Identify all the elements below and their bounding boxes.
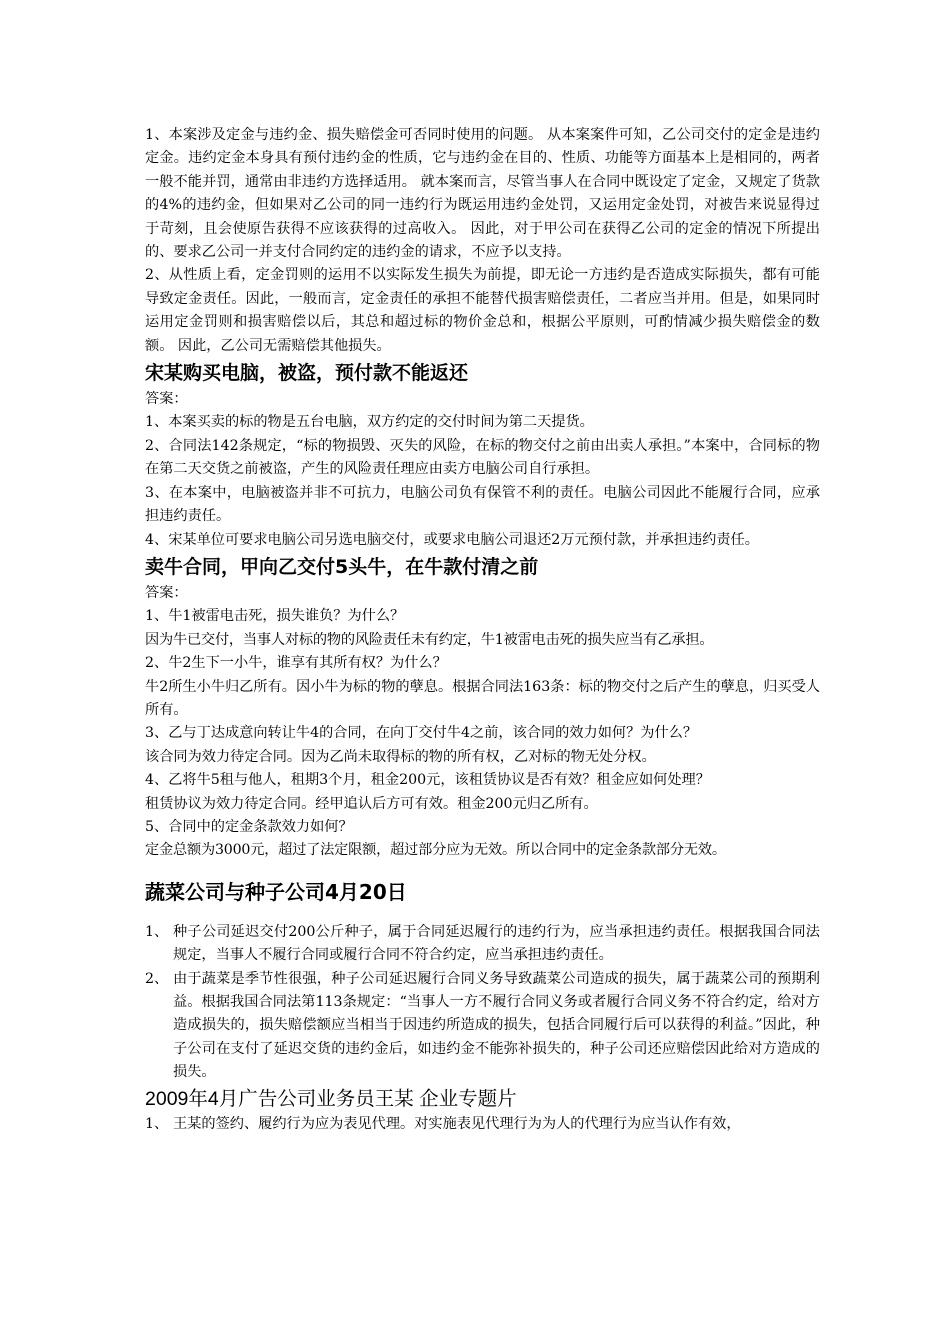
document-page: [145, 124, 820, 1136]
answer-text: 租赁协议为效力待定合同。经甲追认后方可有效。租金200元归乙所有。: [145, 795, 598, 812]
section-heading: 蔬菜公司与种子公司4月20日: [145, 879, 407, 904]
item-number: 1、: [145, 923, 169, 940]
numbered-item: [145, 968, 820, 1085]
section-heading: 卖牛合同，甲向乙交付5头牛，在牛款付清之前: [145, 555, 539, 578]
answer-item: 3、在本案中，电脑被盗并非不可抗力，电脑公司负有保管不利的责任。电脑公司因此不能履行合同，应承担违约责任。: [145, 484, 820, 525]
paragraph: 1、本案涉及定金与违约金、损失赔偿金可否同时使用的问题。 从本案案件可知，乙公司交付的定金是违约定金。违约定金本身具有预付违约金的性质，它与违约金在目的、性质、功能等方面基本上是相同的，两者一般不能并罚，通常由非违约方选择适用。 就本案而言，尽管当事人在合同中既设定了定金，又规定了货款的4%的违约金，但如果对乙公司的同一违约行为既运用违约金处罚，又运用定金处罚，对被告来说显得过于苛刻，且会使原告获得不应该获得的过高收入。 因此，对于甲公司在获得乙公司的定金的情况下所提出的、要求乙公司一并支付合同约定的违约金的请求，不应予以支持。: [145, 127, 820, 261]
numbered-item: [145, 921, 820, 968]
answer-item: 4、宋某单位可要求电脑公司另选电脑交付，或要求电脑公司退还2万元预付款，并承担违约责任。: [145, 531, 759, 548]
answer-item: 2、合同法142条规定，“标的物损毁、灭失的风险，在标的物交付之前由出卖人承担。”本案中，合同标的物在第二天交货之前被盗，产生的风险责任理应由卖方电脑公司自行承担。: [145, 437, 820, 478]
question: 2、牛2生下一小牛，谁享有其所有权？为什么？: [145, 655, 447, 672]
section-heading: 宋某购买电脑，被盗，预付款不能返还: [145, 362, 469, 385]
item-text: 由于蔬菜是季节性很强，种子公司延迟履行合同义务导致蔬菜公司造成的损失，属于蔬菜公司的预期利益。根据我国合同法第113条规定：“当事人一方不履行合同义务或者履行合同义务不符合约定，给对方造成损失的，损失赔偿额应当相当于因违约所造成的损失，包括合同履行后可以获得的利益。”因此，种子公司在支付了延迟交货的违约金后，如违约金不能弥补损失的，种子公司还应赔偿因此给对方造成的损失。: [173, 970, 820, 1081]
numbered-item: [145, 1113, 820, 1136]
section-heading: 2009年4月广告公司业务员王某 企业专题片: [145, 1087, 517, 1110]
question: 1、牛1被雷电击死，损失谁负？为什么？: [145, 608, 405, 625]
answer-label: 答案：: [145, 584, 188, 601]
item-number: 2、: [145, 970, 169, 987]
answer-item: 1、本案买卖的标的物是五台电脑，双方约定的交付时间为第二天提货。: [145, 414, 594, 431]
item-text: 种子公司延迟交付200公斤种子，属于合同延迟履行的违约行为，应当承担违约责任。根据我国合同法规定，当事人不履行合同或履行合同不符合约定，应当承担违约责任。: [173, 923, 820, 964]
question: 4、乙将牛5租与他人，租期3个月，租金200元，该租赁协议是否有效？租金应如何处理？: [145, 772, 710, 789]
answer-label: 答案：: [145, 391, 188, 408]
paragraph: 2、从性质上看，定金罚则的运用不以实际发生损失为前提，即无论一方违约是否造成实际损失，都有可能导致定金责任。因此，一般而言，定金责任的承担不能替代损害赔偿责任，二者应当并用。但是，如果同时运用定金罚则和损害赔偿以后，其总和超过标的物价金总和，根据公平原则，可酌情减少损失赔偿金的数额。 因此，乙公司无需赔偿其他损失。: [145, 267, 820, 354]
answer-text: 牛2所生小牛归乙所有。因小牛为标的物的孽息。根据合同法163条：标的物交付之后产生的孽息，归买受人所有。: [145, 678, 820, 718]
question: 5、合同中的定金条款效力如何？: [145, 818, 353, 835]
item-number: 1、: [145, 1115, 169, 1132]
answer-text: 该合同为效力待定合同。因为乙尚未取得标的物的所有权，乙对标的物无处分权。: [145, 748, 656, 765]
question: 3、乙与丁达成意向转让牛4的合同，在向丁交付牛4之前，该合同的效力如何？为什么？: [145, 725, 698, 742]
answer-text: 定金总额为3000元，超过了法定限额，超过部分应为无效。所以合同中的定金条款部分无效。: [145, 842, 726, 859]
answer-text: 因为牛已交付，当事人对标的物的风险责任未有约定，牛1被雷电击死的损失应当有乙承担。: [145, 631, 714, 648]
item-text: 王某的签约、履约行为应为表见代理。对实施表见代理行为为人的代理行为应当认作有效，: [173, 1115, 741, 1132]
